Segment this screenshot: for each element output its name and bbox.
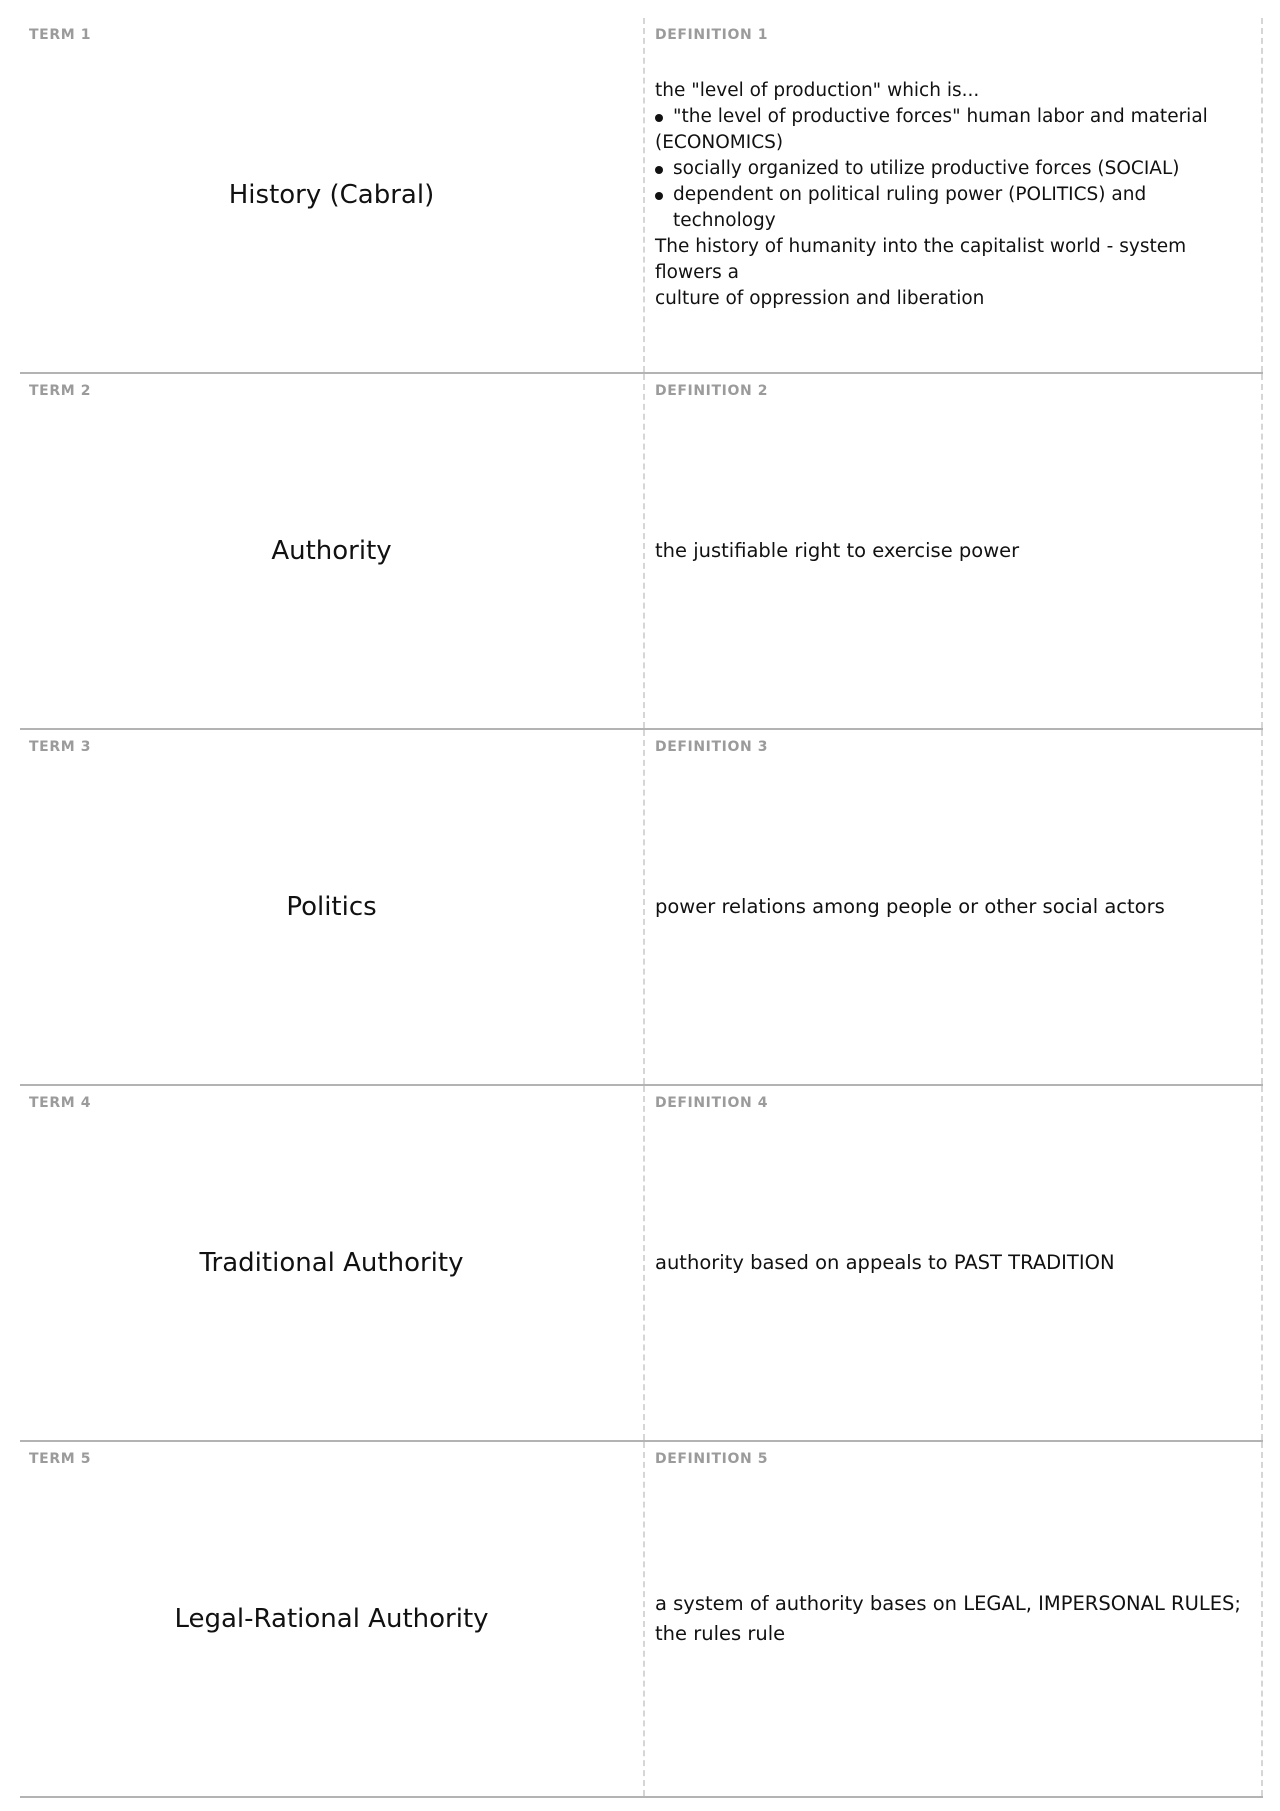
flashcard-row [20, 1442, 1263, 1798]
definition-outro: The history of humanity into the capitalist world - system flowers a [655, 236, 1187, 283]
definition-text: the justifiable right to exercise power [655, 539, 1020, 562]
definition-text [655, 78, 1249, 312]
term-label: TERM 3 [29, 739, 92, 755]
flashcard-sheet [20, 18, 1263, 1798]
term-cell [20, 1442, 643, 1796]
term-label: TERM 4 [29, 1095, 92, 1111]
term-text: Authority [271, 536, 392, 566]
flashcard-row [20, 18, 1263, 374]
bullet-text: socially organized to utilize productive forces (SOCIAL) [673, 158, 1180, 179]
flashcard-row [20, 1086, 1263, 1442]
definition-line: the rules rule [655, 1622, 786, 1645]
bullet-icon [655, 192, 663, 200]
term-label: TERM 2 [29, 383, 92, 399]
bullet-text-continued: (ECONOMICS) [655, 132, 784, 153]
term-cell [20, 18, 643, 372]
term-cell [20, 1086, 643, 1440]
definition-label: DEFINITION 1 [655, 27, 769, 43]
flashcard-row [20, 374, 1263, 730]
bullet-icon [655, 166, 663, 174]
definition-text: authority based on appeals to PAST TRADITION [655, 1251, 1115, 1274]
definition-label: DEFINITION 5 [655, 1451, 769, 1467]
term-label: TERM 5 [29, 1451, 92, 1467]
definition-cell [643, 18, 1263, 372]
term-text: Legal-Rational Authority [174, 1604, 489, 1634]
definition-cell [643, 374, 1263, 728]
definition-label: DEFINITION 4 [655, 1095, 769, 1111]
term-text: Traditional Authority [199, 1248, 464, 1278]
bullet-icon [655, 114, 663, 122]
definition-bullet [655, 182, 1249, 234]
definition-label: DEFINITION 3 [655, 739, 769, 755]
bullet-text: dependent on political ruling power (POLITICS) and technology [673, 184, 1147, 231]
definition-bullet [655, 104, 1249, 156]
definition-bullet [655, 156, 1249, 182]
definition-label: DEFINITION 2 [655, 383, 769, 399]
term-cell [20, 730, 643, 1084]
definition-cell [643, 730, 1263, 1084]
definition-intro: the "level of production" which is... [655, 80, 980, 101]
definition-text [655, 1589, 1249, 1649]
term-text: History (Cabral) [228, 180, 435, 210]
definition-text: power relations among people or other social actors [655, 895, 1165, 918]
definition-cell [643, 1442, 1263, 1796]
term-text: Politics [286, 892, 377, 922]
flashcard-row [20, 730, 1263, 1086]
definition-outro: culture of oppression and liberation [655, 288, 985, 309]
definition-line: a system of authority bases on LEGAL, IMPERSONAL RULES; [655, 1592, 1241, 1615]
definition-cell [643, 1086, 1263, 1440]
term-cell [20, 374, 643, 728]
term-label: TERM 1 [29, 27, 92, 43]
bullet-text: "the level of productive forces" human labor and material [673, 106, 1208, 127]
